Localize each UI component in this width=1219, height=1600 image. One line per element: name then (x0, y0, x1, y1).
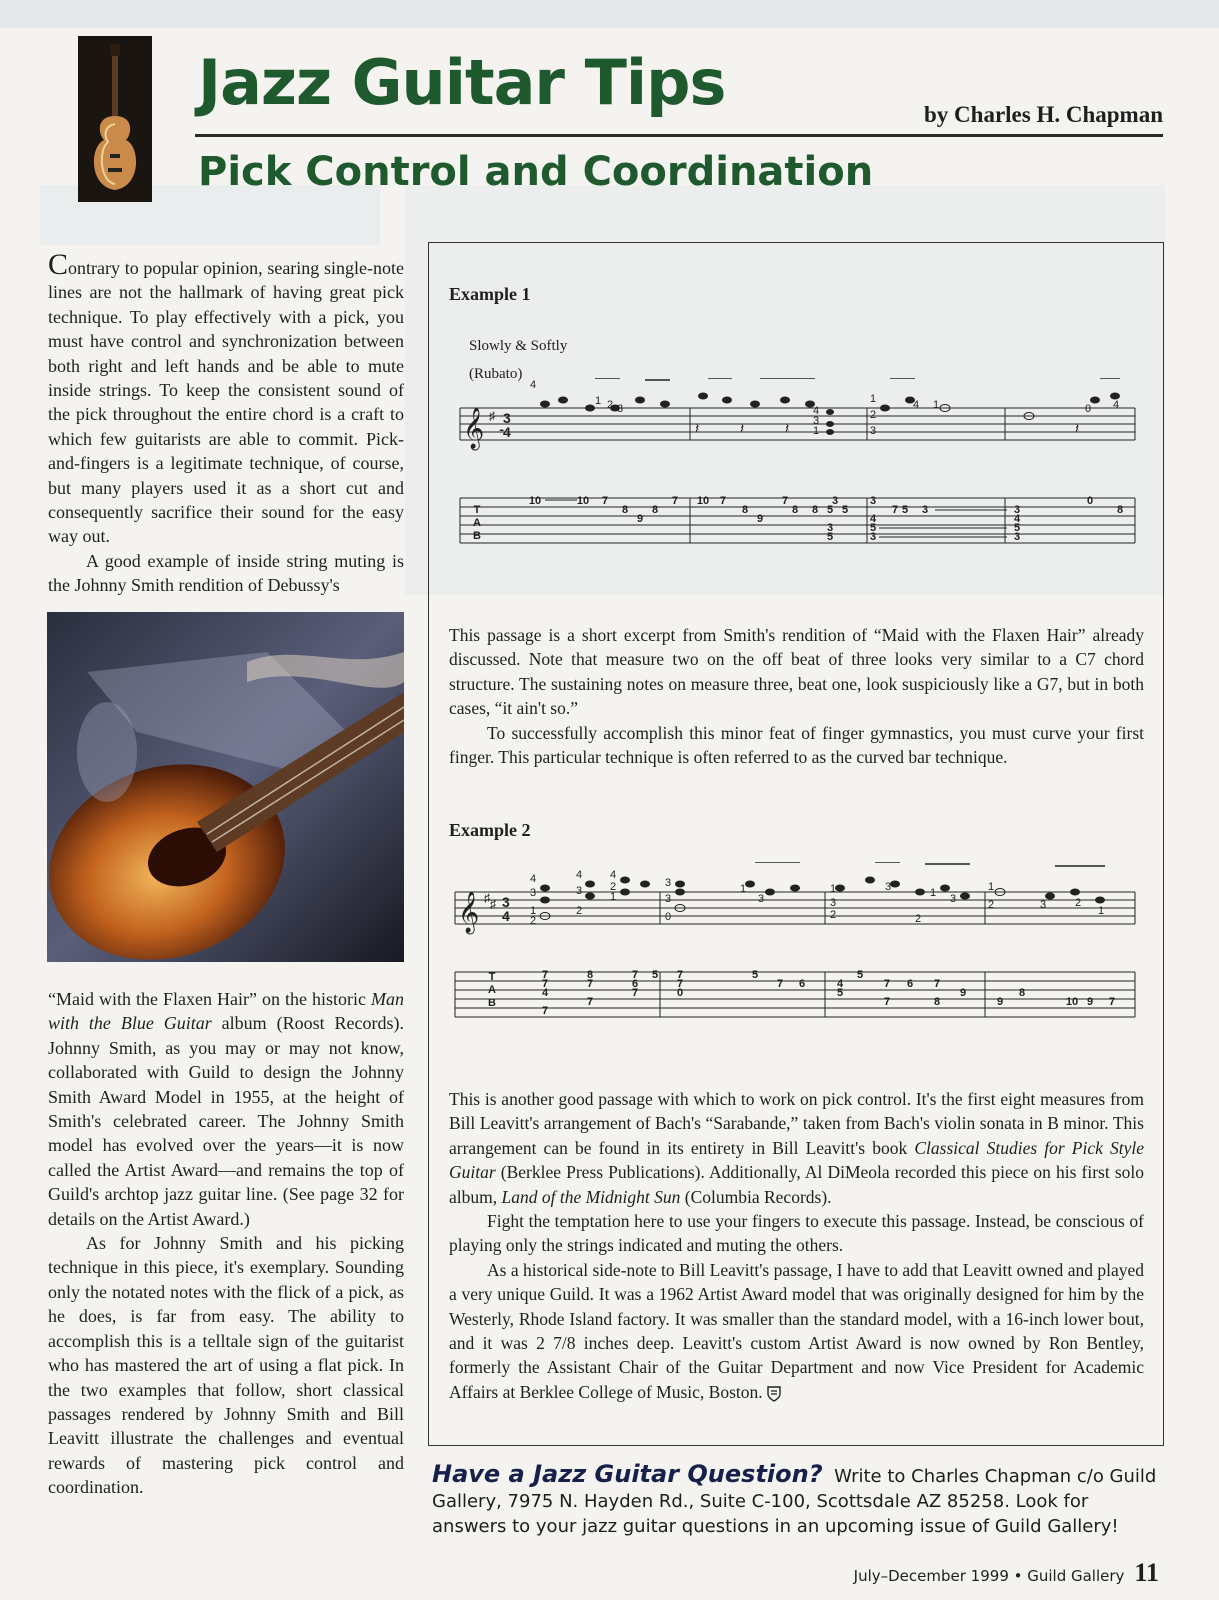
example1-paragraph-1: This passage is a short excerpt from Smith's rendition of “Maid with the Flaxen Hair” already discussed. Note that measure two on the off beat of three looks very similar to a C7 chord structure. The sustaining notes on measure three, beat one, look suspiciously like a G7, but in both cases, “it ain't so.” (449, 625, 1144, 719)
svg-text:3: 3 (813, 415, 820, 427)
svg-text:7: 7 (891, 504, 899, 516)
example1-tab-letters (473, 504, 481, 542)
svg-text:1: 1 (595, 395, 602, 407)
svg-text:3: 3 (831, 495, 839, 507)
page-subtitle: Pick Control and Coordination (198, 149, 874, 195)
svg-text:B: B (473, 530, 481, 542)
example1-tab-numbers (529, 495, 1123, 543)
example2-noteheads (540, 877, 1105, 920)
svg-text:10: 10 (576, 495, 590, 507)
svg-text:2: 2 (988, 899, 995, 911)
svg-text:10: 10 (1065, 996, 1079, 1008)
svg-text:𝄽: 𝄽 (785, 420, 790, 436)
svg-text:7: 7 (541, 1005, 549, 1017)
question-heading: Have a Jazz Guitar Question? (432, 1460, 823, 1488)
svg-text:0: 0 (1085, 403, 1092, 415)
svg-text:10: 10 (528, 495, 542, 507)
svg-text:T: T (488, 971, 496, 983)
title-rule (195, 134, 1163, 137)
example1-label: Example 1 (449, 284, 531, 304)
paragraph-picking-technique: As for Johnny Smith and his picking technique in this piece, it's exemplary. Sounding only the notated notes with the flick of a pick, as he does, is far from easy. The ability to accomplish this is a telltale sign of the guitarist who has mastered the art of using a flat pick. In the two examples that follow, short classical passages rendered by Johnny Smith and Bill Leavitt illustrate the challenges and eventual rewards of mastering pick control and coordination. (48, 1233, 404, 1498)
svg-text:6: 6 (631, 978, 639, 990)
page-title: Jazz Guitar Tips (198, 46, 726, 119)
svg-text:4: 4 (576, 869, 583, 881)
svg-text:8: 8 (811, 504, 819, 516)
album-title-dimeola: Land of the Midnight Sun (501, 1186, 681, 1207)
svg-text:8: 8 (651, 504, 659, 516)
svg-text:6: 6 (798, 978, 806, 990)
svg-text:1: 1 (930, 887, 937, 899)
svg-text:3: 3 (503, 410, 511, 426)
svg-text:T: T (473, 504, 481, 516)
svg-text:4: 4 (1113, 399, 1120, 411)
svg-text:2: 2 (607, 399, 614, 411)
svg-text:5: 5 (651, 969, 659, 981)
treble-clef-icon: 𝄞 (463, 407, 485, 448)
svg-text:A: A (488, 984, 496, 996)
svg-text:3: 3 (869, 495, 877, 507)
svg-text:4: 4 (530, 873, 537, 885)
svg-text:9: 9 (959, 987, 967, 999)
svg-text:7: 7 (933, 978, 941, 990)
svg-text:9: 9 (1086, 996, 1094, 1008)
svg-text:2: 2 (530, 915, 537, 927)
svg-text:2: 2 (576, 905, 583, 917)
example2-paragraph-2: Fight the temptation here to use your fingers to execute this passage. Instead, be conscious of playing only the strings indicated and muting the others. (449, 1211, 1144, 1256)
example1-notation (455, 378, 1140, 578)
svg-text:2: 2 (870, 409, 877, 421)
svg-text:5: 5 (1013, 522, 1021, 534)
svg-text:4: 4 (836, 978, 844, 990)
svg-text:8: 8 (621, 504, 629, 516)
svg-text:4: 4 (869, 513, 877, 525)
svg-text:7: 7 (586, 978, 594, 990)
svg-text:6: 6 (906, 978, 914, 990)
guitarist-photo (47, 612, 404, 962)
svg-text:1: 1 (933, 399, 940, 411)
svg-text:2: 2 (610, 881, 617, 893)
example1-text (449, 623, 1144, 769)
svg-text:8: 8 (791, 504, 799, 516)
left-column-top (48, 248, 404, 598)
svg-text:B: B (488, 997, 496, 1009)
paragraph-muting-example: A good example of inside string muting is the Johnny Smith rendition of Debussy's (48, 550, 404, 596)
svg-text:4: 4 (530, 379, 537, 391)
svg-text:7: 7 (781, 495, 789, 507)
svg-text:3: 3 (885, 881, 892, 893)
example1-rubato: (Rubato) (469, 366, 523, 382)
example1-beams (595, 378, 1120, 380)
svg-text:8: 8 (741, 504, 749, 516)
svg-text:5: 5 (836, 987, 844, 999)
svg-text:3: 3 (830, 897, 837, 909)
svg-text:3: 3 (576, 885, 583, 897)
svg-text:4: 4 (913, 399, 920, 411)
page-number: 11 (1134, 1558, 1159, 1587)
question-body: Write to Charles Chapman c/o Guild Gallery, 7975 N. Hayden Rd., Suite C-100, Scottsdale AZ 85258. Look for answers to your jazz guitar questions in an upcoming issue of Guild Gallery! (432, 1466, 1157, 1537)
svg-text:7: 7 (1108, 996, 1116, 1008)
svg-text:7: 7 (883, 996, 891, 1008)
svg-text:1: 1 (530, 905, 537, 917)
svg-text:0: 0 (676, 987, 684, 999)
example2-text (449, 1087, 1144, 1404)
svg-text:3: 3 (1013, 504, 1021, 516)
svg-text:4: 4 (541, 987, 549, 999)
svg-text:7: 7 (883, 978, 891, 990)
svg-text:7: 7 (541, 969, 549, 981)
svg-text:3: 3 (870, 425, 877, 437)
svg-text:5: 5 (856, 969, 864, 981)
example2-tab-staff (455, 972, 1135, 1017)
album-title: Man with the Blue Guitar (48, 989, 405, 1034)
svg-text:3: 3 (950, 893, 957, 905)
svg-text:7: 7 (671, 495, 679, 507)
svg-text:1: 1 (813, 425, 820, 437)
svg-text:2: 2 (830, 909, 837, 921)
svg-text:1: 1 (988, 881, 995, 893)
guitar-thumbnail (78, 36, 152, 202)
svg-text:10: 10 (696, 495, 710, 507)
svg-text:2: 2 (915, 913, 922, 925)
example2-label: Example 2 (449, 820, 531, 840)
svg-text:7: 7 (676, 969, 684, 981)
svg-text:9: 9 (996, 996, 1004, 1008)
svg-text:3: 3 (1040, 899, 1047, 911)
svg-text:♯: ♯ (489, 409, 495, 423)
svg-text:A: A (473, 517, 481, 529)
example1-staff (460, 408, 1135, 440)
background-panel-top (0, 0, 1219, 28)
example2-notation (450, 862, 1140, 1047)
svg-text:3: 3 (921, 504, 929, 516)
svg-text:9: 9 (636, 513, 644, 525)
svg-text:4: 4 (610, 869, 617, 881)
left-column-bottom (48, 987, 404, 1500)
svg-text:4: 4 (503, 424, 511, 440)
svg-text:9: 9 (756, 513, 764, 525)
svg-text:3: 3 (826, 522, 834, 534)
svg-text:3: 3 (665, 893, 672, 905)
svg-text:4: 4 (502, 908, 510, 924)
example2-staff (455, 892, 1135, 924)
svg-text:𝄽: 𝄽 (1075, 420, 1080, 436)
example1-tempo: Slowly & Softly (469, 338, 568, 354)
svg-text:0: 0 (1086, 495, 1094, 507)
example1-noteheads (540, 393, 1120, 436)
svg-text:7: 7 (631, 969, 639, 981)
paragraph-johnny-smith: “Maid with the Flaxen Hair” on the historic Man with the Blue Guitar album (Roost Records). Johnny Smith, as you may or may not know, collaborated with Guild to design the Johnny Smith Award Model in 1955, at the height of Smith's celebrated career. The Johnny Smith model has evolved over the years—it is now called the Artist Award—and remains the top of Guild's archtop jazz guitar line. (See page 32 for details on the Artist Award.) (48, 989, 405, 1229)
example2-paragraph-3: As a historical side-note to Bill Leavitt's passage, I have to add that Leavitt owned and played a very unique Guild. It was a 1962 Artist Award model that was originally designed for him by the Westerly, Rhode Island factory. It was smaller than the standard model, with a 16-inch lower bout, and it was 2 7/8 inches deep. Leavitt's custom Artist Award is now owned by Ron Bentley, formerly the Assistant Chair of the Guitar Department and now Vice President for Academic Affairs at Berklee College of Music, Boston. (449, 1259, 1144, 1402)
svg-text:3: 3 (530, 887, 537, 899)
svg-text:5: 5 (901, 504, 909, 516)
svg-text:1: 1 (830, 883, 837, 895)
svg-text:♯: ♯ (484, 891, 490, 905)
issue-info: July–December 1999 • Guild Gallery (853, 1567, 1125, 1585)
treble-clef-icon: 𝄞 (458, 891, 480, 932)
svg-text:𝄽: 𝄽 (695, 420, 700, 436)
svg-text:7: 7 (586, 996, 594, 1008)
paragraph-intro: Contrary to popular opinion, searing single-note lines are not the hallmark of having great pick technique. To play effectively with a pick, you must have control and synchronization between both right and left hands and be able to mute inside strings. To keep the consistent sound of the pick throughout the entire chord is a craft to which few guitarists are able to commit. Pick-and-fingers is a legitimate technique, of course, but many players used it as a short cut and consequently sacrifice their sound for the easy way out. (48, 248, 404, 547)
svg-text:8: 8 (586, 969, 594, 981)
svg-text:3: 3 (758, 893, 765, 905)
svg-text:7: 7 (601, 495, 609, 507)
guitar-icon (78, 36, 152, 202)
example1-paragraph-2: To successfully accomplish this minor feat of finger gymnastics, you must curve your first finger. This particular technique is often referred to as the curved bar technique. (449, 722, 1144, 768)
svg-text:0: 0 (665, 911, 672, 923)
svg-text:1: 1 (870, 393, 877, 405)
svg-text:8: 8 (933, 996, 941, 1008)
example2-tab-numbers (542, 969, 1115, 1017)
drop-cap: C (48, 248, 69, 281)
svg-text:5: 5 (869, 522, 877, 534)
svg-text:2: 2 (1075, 897, 1082, 909)
example2-beams (755, 862, 1105, 866)
svg-text:1: 1 (1098, 905, 1105, 917)
svg-text:1: 1 (740, 883, 747, 895)
svg-text:4: 4 (813, 405, 820, 417)
svg-text:5: 5 (751, 969, 759, 981)
svg-text:7: 7 (719, 495, 727, 507)
svg-text:5: 5 (826, 531, 834, 543)
example2-paragraph-1: This is another good passage with which to work on pick control. It's the first eight measures from Bill Leavitt's arrangement of Bach's “Sarabande,” taken from Bach's violin sonata in B minor. This arrangement can be found in its entirety in Bill Leavitt's book Classical Studies for Pick Style Guitar (Berklee Press Publications). Additionally, Al DiMeola recorded this piece on his first solo album, Land of the Midnight Sun (Columbia Records). (449, 1089, 1145, 1207)
guild-shield-icon (767, 1386, 781, 1402)
svg-text:5: 5 (841, 504, 849, 516)
svg-text:♯: ♯ (490, 897, 496, 911)
svg-text:3: 3 (665, 877, 672, 889)
svg-text:7: 7 (541, 978, 549, 990)
book-title: Classical Studies for Pick Style Guitar (449, 1137, 1145, 1183)
svg-text:7: 7 (676, 978, 684, 990)
rest-icon: 𝄼 (499, 423, 505, 439)
svg-text:8: 8 (1116, 504, 1124, 516)
example2-tab-letters (488, 971, 496, 1009)
svg-text:𝄽: 𝄽 (740, 420, 745, 436)
page-footer (854, 1558, 1159, 1588)
svg-text:4: 4 (1013, 513, 1021, 525)
svg-text:1: 1 (610, 891, 617, 903)
svg-text:3: 3 (502, 894, 510, 910)
byline: by Charles H. Chapman (924, 102, 1163, 127)
svg-text:5: 5 (826, 504, 834, 516)
svg-text:3: 3 (1013, 531, 1021, 543)
svg-text:3: 3 (617, 403, 624, 415)
svg-text:8: 8 (1018, 987, 1026, 999)
reader-question-callout (432, 1462, 1162, 1539)
svg-text:7: 7 (631, 987, 639, 999)
svg-text:3: 3 (869, 531, 877, 543)
svg-text:7: 7 (776, 978, 784, 990)
